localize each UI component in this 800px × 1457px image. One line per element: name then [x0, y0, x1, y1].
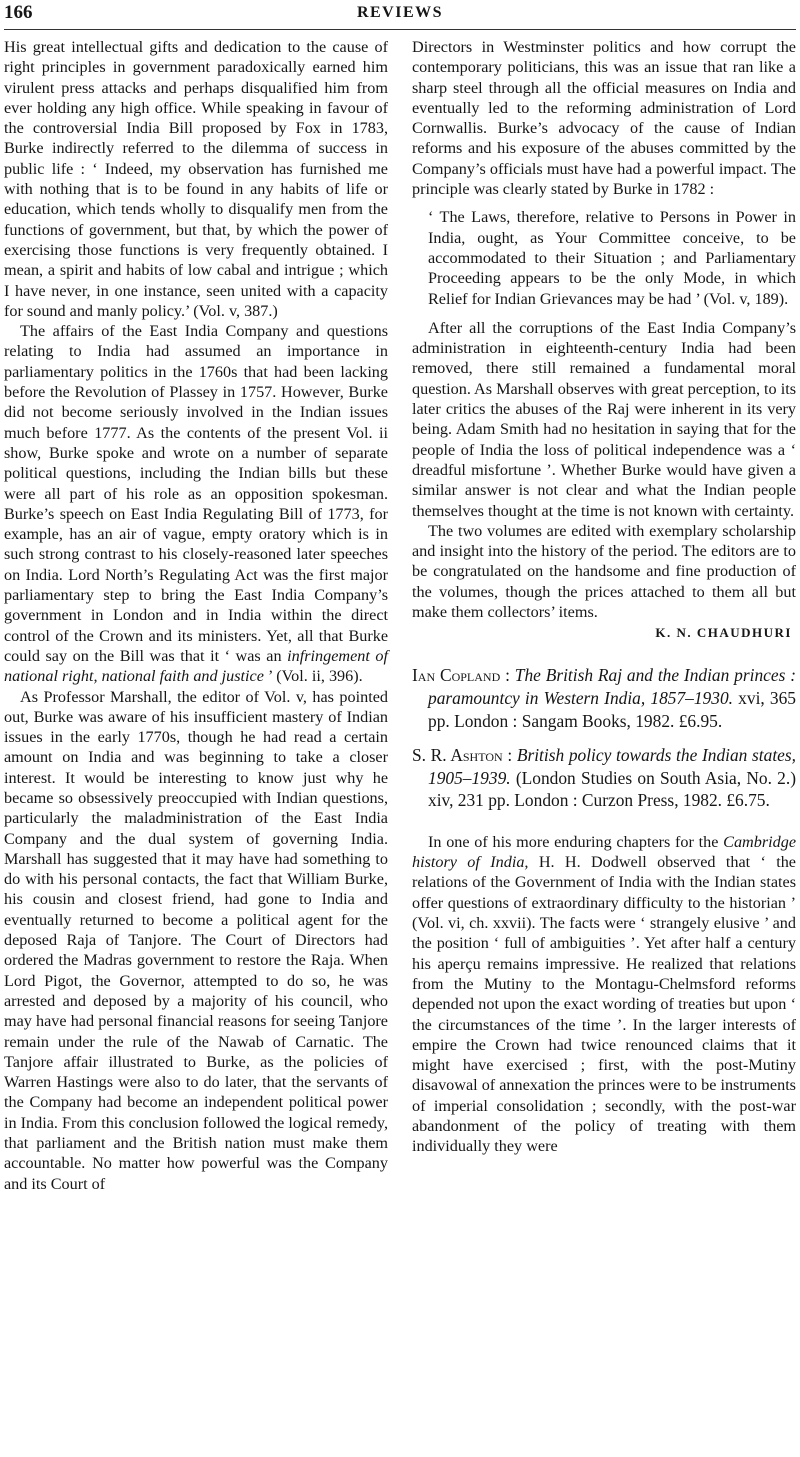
left-column — [4, 37, 388, 1194]
bib-2-title: British policy towards the Indian states, 1905–1939. — [428, 745, 796, 788]
header-rule — [4, 29, 796, 30]
left-paragraph-2-text-a: The affairs of the East India Company and questions relating to India had assumed an importance in parliamentary politics in the 1760s that had been lacking before the Revolution of Plassey in 1757. However, Burke did not become seriously involved in the Indian issues much before 1777. As the contents of the present Vol. ii show, Burke spoke and wrote on a number of separate political questions, including the Indian bills but these were all part of his role as an opposition spokesman. Burke’s speech on East India Regulating Bill of 1773, for example, has an air of vague, empty oratory which is in such strong contrast to his closely-reasoned later speeches on India. Lord North’s Regulating Act was the first major parliamentary step to bring the East India Company’s government in London and in India within the direct control of the Crown and its ministers. Yet, all that Burke could say on the Bill was that it ‘ was an — [4, 322, 388, 665]
right-paragraph-2: After all the corruptions of the East India Company’s administration in eighteenth-century India had been removed, there still remained a fundamental moral question. As Marshall observes with great perception, to its later critics the abuses of the Raj were inherent in its very being. Adam Smith had no hesitation in saying that for the people of India the loss of political independence was a ‘ dreadful misfortune ’. Whether Burke would have given a similar answer is not clear and what the Indian people themselves thought at the time is not known with certainty. — [412, 318, 796, 520]
bib-1-details: xvi, 365 pp. London : Sangam Books, 1982. £6.95. — [428, 687, 796, 731]
left-paragraph-2 — [4, 321, 388, 686]
right-column — [412, 37, 796, 1157]
right-paragraph-4-italic: Cambridge history of India, — [412, 832, 796, 872]
page-header — [0, 2, 800, 24]
right-paragraph-4-text-a: In one of his more enduring chapters for the — [428, 832, 724, 851]
left-paragraph-2-text-b: ’ (Vol. ii, 396). — [263, 667, 363, 686]
left-paragraph-3: As Professor Marshall, the editor of Vol. v, has pointed out, Burke was aware of his insufficient mastery of Indian issues in the early 1770s, though he had read a certain amount on India and was beginning to take a closer interest. It would be interesting to know just why he became so obsessively preoccupied with Indian questions, particularly the maladministration of the East India Company and the dual system of governing India. Marshall has suggested that it may have had something to do with his personal contacts, the fact that William Burke, his cousin and closest friend, had gone to India and eventually returned to become a political agent for the deposed Raja of Tanjore. The Court of Directors had ordered the Madras government to restore the Raja. When Lord Pigot, the Governor, attempted to do so, he was arrested and deposed by a majority of his council, who may have had personal financial reasons for seeing Tanjore remain under the rule of the Nawab of Carnatic. The Tanjore affair illustrated to Burke, as the policies of Warren Hastings were also to do later, that the servants of the Company had become an independent political power in India. From this conclusion followed the logical remedy, that parliament and the British nation must make them accountable. No matter how powerful was the Company and its Court of — [4, 687, 388, 1193]
right-paragraph-4 — [412, 832, 796, 1157]
right-paragraph-4-text-b: H. H. Dodwell observed that ‘ the relations of the Government of India with the Indian states offer questions of extraordinary difficulty to the historian ’ (Vol. vi, ch. xxvii). The facts were ‘ strangely elusive ’ and the position ‘ full of ambiguities ’. Yet after half a century his aperçu remains impressive. He realized that relations from the Mutiny to the Montagu-Chelmsford reforms depended not upon the exact wording of treaties but upon ‘ the circumstances of the time ’. In the larger interests of empire the Crown had twice renounced claims that it might have exercised ; first, with the post-Mutiny disavowal of annexation the princes were to be instruments of imperial consolidation ; secondly, with the post-war abandonment of the policy of treating with them individually they were — [412, 853, 796, 1156]
running-head: REVIEWS — [356, 4, 444, 21]
reviewer-signature: K. N. CHAUDHURI — [655, 625, 792, 641]
right-paragraph-3: The two volumes are edited with exemplary scholarship and insight into the history of the period. The editors are to be congratulated on the handsome and fine production of the volumes, though the prices attached to them all but make them collectors’ items. — [412, 521, 796, 622]
block-quote: ‘ The Laws, therefore, relative to Persons in Power in India, ought, as Your Committee conceive, to be accommodated to their Situation ; and Parliamentary Proceeding appears to be the only Mode, in which Relief for Indian Grievances may be had ’ (Vol. v, 189). — [428, 208, 796, 308]
bib-2-details: (London Studies on South Asia, No. 2.) xiv, 231 pp. London : Curzon Press, 1982. £6.75. — [428, 767, 796, 811]
right-paragraph-1: Directors in Westminster politics and how corrupt the contemporary politicians, this was an issue that ran like a sharp steel through all the official measures on India and eventually led to the reforming administration of Lord Cornwallis. Burke’s advocacy of the cause of Indian reforms and his exposure of the abuses committed by the Company’s officials must have had a powerful impact. The principle was clearly stated by Burke in 1782 : — [412, 38, 796, 199]
bib-1-author: Ian Copland — [412, 665, 501, 686]
bib-2-author: S. R. Ashton — [412, 745, 503, 766]
left-paragraph-1: His great intellectual gifts and dedication to the cause of right principles in government paradoxically earned him virulent press attacks and perhaps disqualified him from ever holding any high office. While speaking in favour of the controversial India Bill proposed by Fox in 1783, Burke indirectly referred to the dilemma of success in public life : ‘ Indeed, my observation has furnished me with nothing that is to be found in any habits of life or education, which tends wholly to disqualify men from the functions of government, but that, by which the power of exercising those functions is very frequently obtained. I mean, a spirit and habits of low cabal and intrigue ; which I have never, in one instance, seen united with a capacity for sound and manly policy.’ (Vol. v, 387.) — [4, 38, 388, 320]
bib-1-title: The British Raj and the Indian princes : paramountcy in Western India, 1857–1930. — [428, 665, 797, 708]
bibliographic-entry-2: S. R. Ashton : British policy towards the Indian states, 1905–1939. (London Studies on South Asia, No. 2.) xiv, 231 pp. London : Curzon Press, 1982. £6.75. — [412, 745, 796, 811]
left-paragraph-2-italic: infringement of national right, national faith and justice — [4, 646, 388, 686]
bibliographic-entry-1: Ian Copland : The British Raj and the Indian princes : paramountcy in Western India, 1857–1930. xvi, 365 pp. London : Sangam Books, 1982. £6.95. — [412, 665, 797, 731]
page-number: 166 — [4, 2, 33, 23]
